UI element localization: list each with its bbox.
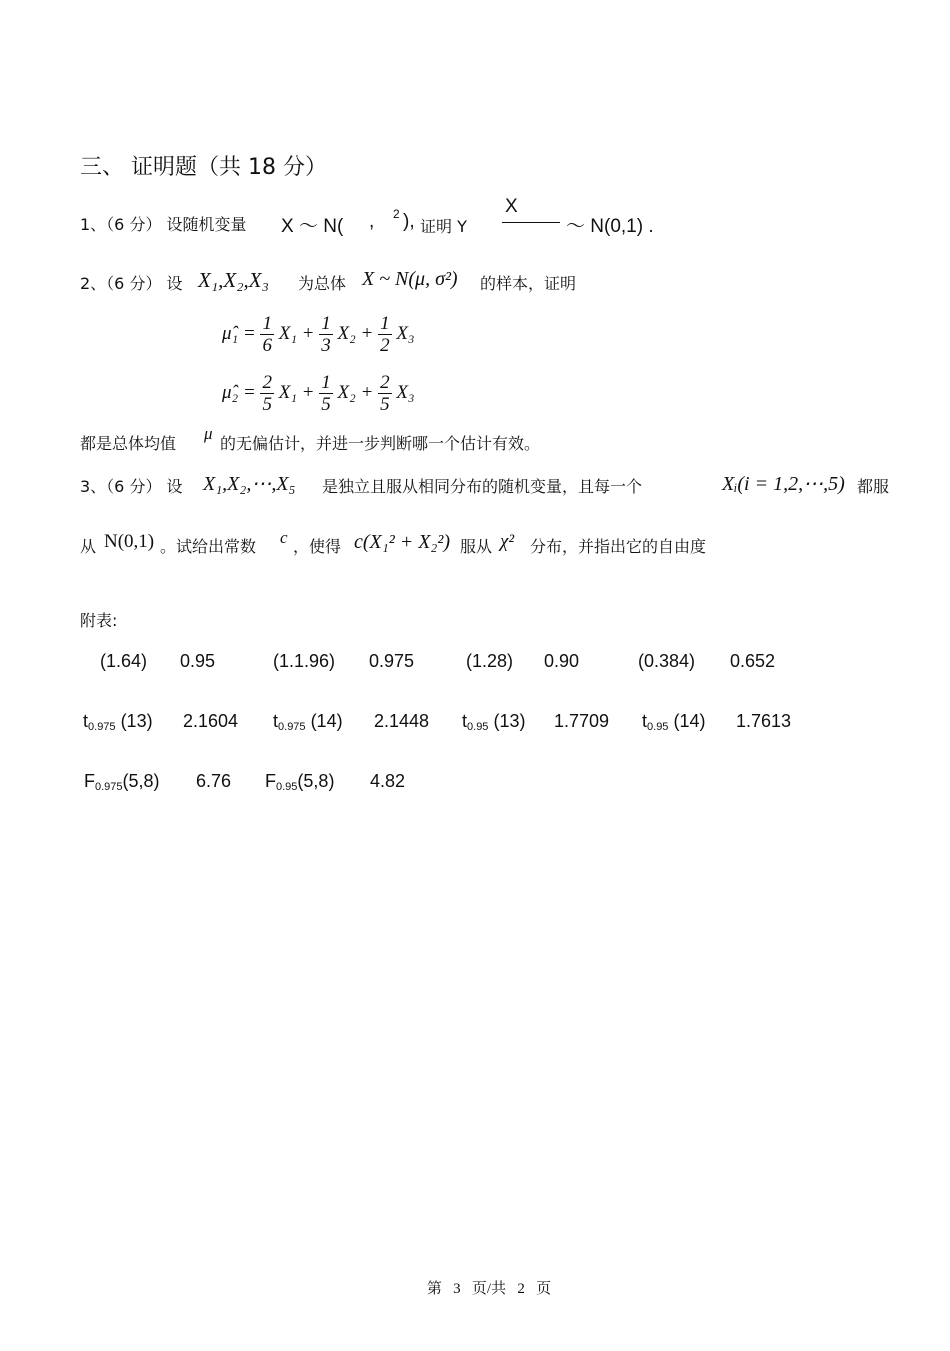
mu1-term3: X₃ <box>396 322 415 344</box>
q3-sample-vars: X₁,X₂,⋯,X₅ <box>203 473 296 495</box>
q3-xi-range: Xᵢ(i = 1,2,⋯,5) <box>722 473 845 495</box>
mu1-coef2: $\frac{1}{3}$ <box>321 313 331 356</box>
q3-constant-c: c <box>280 528 288 547</box>
appendix-row1-val-2: 0.975 <box>369 651 415 671</box>
q1-numerator: X <box>505 196 518 217</box>
appendix-row3-item-1: F0.975(5,8) <box>84 771 160 793</box>
q3-chi-square: χ² <box>500 531 515 552</box>
mu2-lhs: μ̂₂ = <box>222 381 256 403</box>
appendix-row1-val-3: 0.90 <box>544 651 580 671</box>
appendix-row2-item-1: t0.975 (13) <box>83 711 153 733</box>
appendix-row3-val-1: 6.76 <box>196 771 232 791</box>
appendix-row2-val-4: 1.7613 <box>736 711 792 731</box>
appendix-row1-val-4: 0.652 <box>730 651 776 671</box>
estimator-mu2 <box>222 373 415 414</box>
mu1-term2: X₂ + <box>337 322 374 344</box>
q3-text-mid: 是独立且服从相同分布的随机变量，且每一个 <box>322 477 643 496</box>
q1-square: 2 <box>393 207 400 221</box>
q3-prefix: 3、（6 分） 设 <box>80 477 183 496</box>
appendix-row3-item-2: F0.95(5,8) <box>265 771 335 793</box>
mu1-coef1: $\frac{1}{6}$ <box>262 313 272 356</box>
q2-mu-symbol: μ <box>204 424 213 443</box>
mu1-term1: X₁ + <box>278 322 315 344</box>
appendix-row1-arg-2: (1.1.96) <box>273 651 336 671</box>
appendix-row1-arg-1: (1.64) <box>100 651 148 671</box>
appendix-row3-val-2: 4.82 <box>370 771 406 791</box>
appendix-label: 附表: <box>80 611 118 630</box>
q2-text-end: 的样本，证明 <box>480 274 577 293</box>
q2-distribution: X ~ N(μ, σ²) <box>362 268 458 290</box>
q3-line2-c: ，使得 <box>293 537 342 556</box>
appendix-row1-arg-4: (0.384) <box>638 651 696 671</box>
mu2-term1: X₁ + <box>278 381 315 403</box>
estimator-mu1 <box>222 314 415 355</box>
q3-line2-b: 。试给出常数 <box>160 537 257 556</box>
mu1-coef3: $\frac{1}{2}$ <box>380 313 390 356</box>
mu2-coef1: $\frac{2}{5}$ <box>262 372 272 415</box>
q2-conclusion-b: 的无偏估计，并进一步判断哪一个估计有效。 <box>220 434 541 453</box>
appendix-row2-val-1: 2.1604 <box>183 711 239 731</box>
appendix-row1-arg-3: (1.28) <box>466 651 514 671</box>
appendix-row2-item-4: t0.95 (14) <box>642 711 706 733</box>
mu2-term2: X₂ + <box>337 381 374 403</box>
q3-n01: N(0,1) <box>104 531 155 552</box>
q3-text-end: 都服 <box>857 477 890 496</box>
q2-conclusion-a: 都是总体均值 <box>80 434 177 453</box>
q1-prove: 证明 Y <box>420 217 467 236</box>
q1-result: ～ N(0,1) . <box>566 216 654 237</box>
q3-line2-d: 服从 <box>460 537 493 556</box>
q3-expression: c(X₁² + X₂²) <box>354 531 451 553</box>
q3-line2-e: 分布，并指出它的自由度 <box>530 537 707 556</box>
q2-text-mid: 为总体 <box>298 274 347 293</box>
appendix-row2-item-2: t0.975 (14) <box>273 711 343 733</box>
mu2-coef2: $\frac{1}{5}$ <box>321 372 331 415</box>
appendix-row1-val-1: 0.95 <box>180 651 216 671</box>
page-footer: 第 3 页/共 2 页 <box>426 1281 552 1297</box>
q1-fraction-bar <box>502 222 560 223</box>
q2-prefix: 2、（6 分） 设 <box>80 274 183 293</box>
q3-line2-a: 从 <box>80 537 97 556</box>
mu2-term3: X₃ <box>396 381 415 403</box>
q1-dist-x: X ～ N( <box>281 216 344 237</box>
appendix-row2-item-3: t0.95 (13) <box>462 711 526 733</box>
mu2-coef3: $\frac{2}{5}$ <box>380 372 390 415</box>
appendix-row2-val-3: 1.7709 <box>554 711 610 731</box>
appendix-row2-val-2: 2.1448 <box>374 711 430 731</box>
q1-prefix: 1、（6 分） 设随机变量 <box>80 215 247 234</box>
q1-comma: , <box>369 211 375 232</box>
mu1-lhs: μ̂₁ = <box>222 322 256 344</box>
section-title: 三、 证明题（共 18 分） <box>80 155 327 180</box>
q1-close: ), <box>403 211 415 232</box>
q2-sample-vars: X₁,X₂,X₃ <box>198 268 269 292</box>
